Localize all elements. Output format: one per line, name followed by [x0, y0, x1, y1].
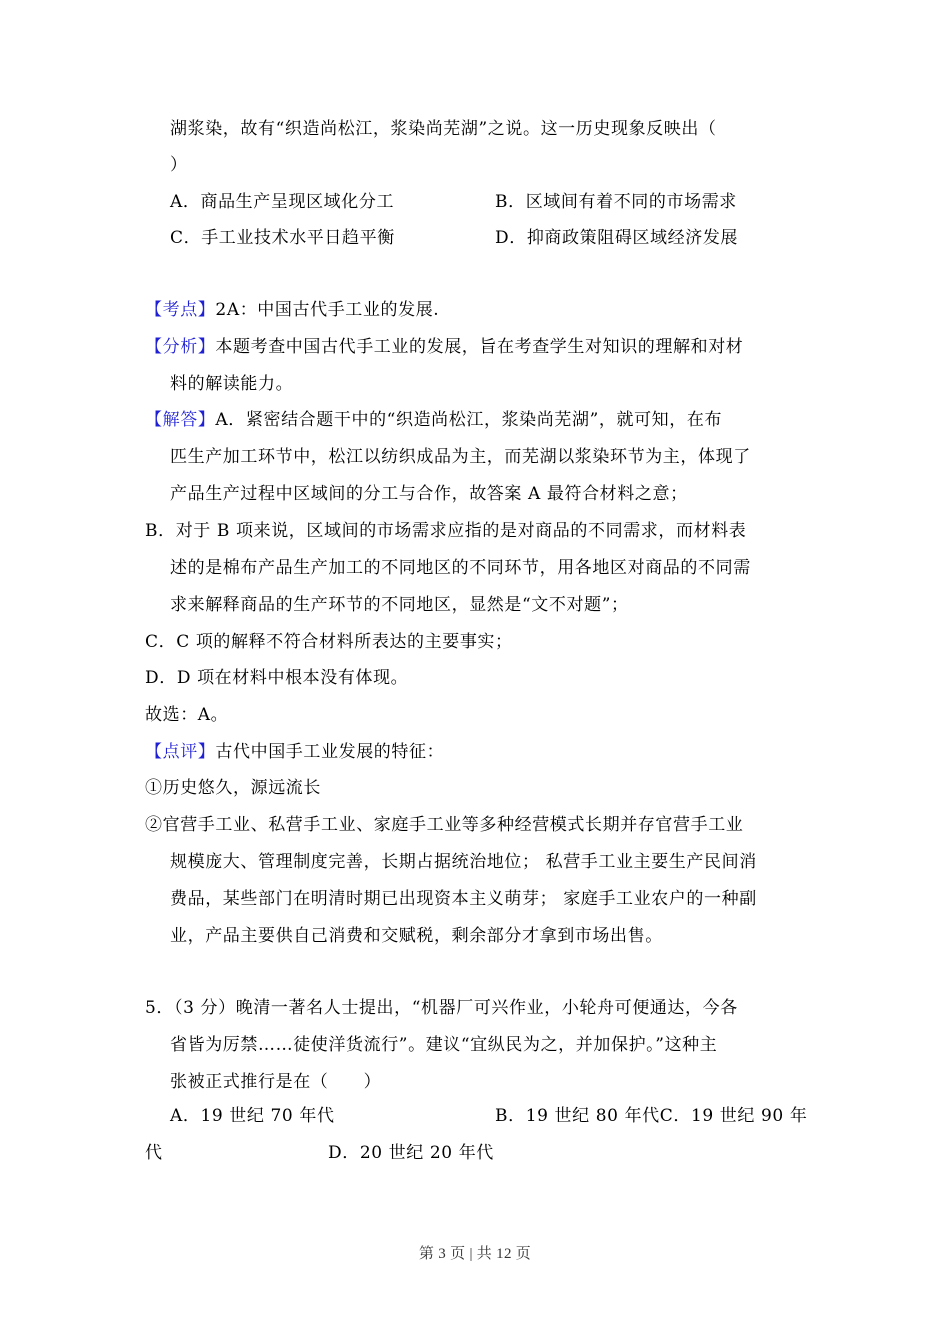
jieda-line2: 匹生产加工环节中，松江以纺织成品为主，而芜湖以浆染环节为主，体现了 [170, 447, 751, 467]
dianping-line [145, 740, 444, 764]
dianping-point2-line2: 规模庞大、管理制度完善，长期占据统治地位； 私营手工业主要生产民间消 [170, 852, 757, 872]
dianping-point2-line1: ②官营手工业、私营手工业、家庭手工业等多种经营模式长期并存官营手工业 [145, 815, 744, 835]
kaodian-text: 2A：中国古代手工业的发展. [215, 300, 440, 320]
dianping-point2-line4: 业，产品主要供自己消费和交赋税，剩余部分才拿到市场出售。 [170, 926, 663, 946]
dianping-tag: 【点评】 [145, 742, 216, 762]
q4-option-d: D．抑商政策阻碍区域经济发展 [495, 228, 739, 248]
dianping-point1: ①历史悠久，源远流长 [145, 778, 321, 798]
q5-option-c-wrap: 代 [145, 1143, 163, 1163]
q5-option-a: A．19 世纪 70 年代 [170, 1106, 335, 1126]
fenxi-text-1: 本题考查中国古代手工业的发展，旨在考查学生对知识的理解和对材 [215, 337, 744, 357]
jieda-text-1: A．紧密结合题干中的“织造尚松江，浆染尚芜湖”，就可知，在布 [215, 410, 723, 430]
jieda-d-line: D．D 项在材料中根本没有体现。 [145, 668, 409, 688]
q5-option-d: D．20 世纪 20 年代 [328, 1143, 494, 1163]
q5-stem-line2: 省皆为厉禁……徒使洋货流行”。建议“宜纵民为之，并加保护。”这种主 [170, 1035, 718, 1055]
fenxi-line2: 料的解读能力。 [170, 374, 294, 394]
jieda-b-line3: 求来解释商品的生产环节的不同地区，显然是“文不对题”； [170, 595, 629, 615]
q4-option-a: A．商品生产呈现区域化分工 [170, 192, 395, 212]
jieda-choice: 故选：A。 [145, 705, 229, 725]
jieda-b-line2: 述的是棉布产品生产加工的不同地区的不同环节，用各地区对商品的不同需 [170, 558, 751, 578]
jieda-line1 [145, 408, 722, 432]
q4-stem-line1: 湖浆染，故有“织造尚松江，浆染尚芜湖”之说。这一历史现象反映出（ [170, 119, 717, 139]
fenxi-tag: 【分析】 [145, 337, 216, 357]
jieda-line3: 产品生产过程中区域间的分工与合作，故答案 A 最符合材料之意； [170, 484, 688, 504]
dianping-text: 古代中国手工业发展的特征： [215, 742, 445, 762]
q5-stem-line3: 张被正式推行是在（ ） [170, 1072, 382, 1092]
jieda-c-line: C．C 项的解释不符合材料所表达的主要事实； [145, 632, 513, 652]
q4-option-c: C．手工业技术水平日趋平衡 [170, 228, 395, 248]
jieda-b-line1: B．对于 B 项来说，区域间的市场需求应指的是对商品的不同需求，而材料表 [145, 521, 747, 541]
q5-stem-line1: 5．（3 分）晚清一著名人士提出，“机器厂可兴作业，小轮舟可便通达，今各 [145, 998, 738, 1018]
q4-option-b: B．区域间有着不同的市场需求 [495, 192, 737, 212]
dianping-point2-line3: 费品，某些部门在明清时期已出现资本主义萌芽； 家庭手工业农户的一种副 [170, 889, 757, 909]
q5-option-b-c: B．19 世纪 80 年代C．19 世纪 90 年 [495, 1106, 808, 1126]
q4-stem-line2: ） [170, 155, 188, 175]
jieda-tag: 【解答】 [145, 410, 216, 430]
kaodian-tag: 【考点】 [145, 300, 216, 320]
fenxi-line1 [145, 335, 743, 359]
kaodian-line [145, 298, 439, 322]
page-footer: 第 3 页 | 共 12 页 [418, 1246, 532, 1262]
